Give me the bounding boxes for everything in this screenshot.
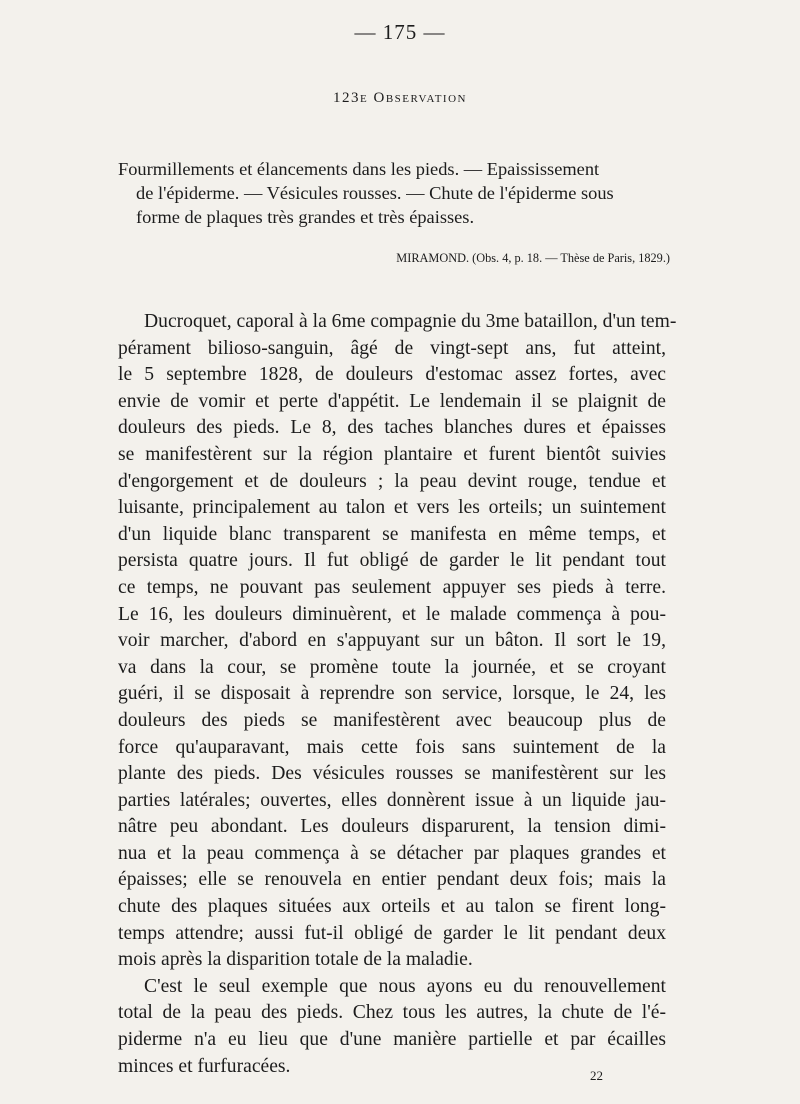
body-line: Le 16, les douleurs diminuèrent, et le malade commença à pou-: [118, 603, 666, 625]
source-citation: MIRAMOND. (Obs. 4, p. 18. — Thèse de Paris, 1829.): [396, 251, 670, 265]
body-line: envie de vomir et perte d'appétit. Le lendemain il se plaignit de: [118, 390, 666, 412]
body-line: guéri, il se disposait à reprendre son service, lorsque, le 24, les: [118, 683, 666, 705]
summary-line: Fourmillements et élancements dans les pieds. — Epaississement: [118, 159, 600, 179]
body-line: plante des pieds. Des vésicules rousses se manifestèrent sur les: [118, 763, 666, 785]
summary-line: forme de plaques très grandes et très épaisses.: [136, 207, 475, 227]
body-line: chute des plaques situées aux orteils et au talon se firent long-: [118, 896, 666, 918]
body-line: d'un liquide blanc transparent se manifesta en même temps, et: [118, 523, 666, 545]
body-line: force qu'auparavant, mais cette fois sans suintement de la: [118, 736, 666, 758]
body-line: d'engorgement et de douleurs ; la peau devint rouge, tendue et: [118, 470, 666, 492]
body-line: minces et furfuracées.: [118, 1055, 291, 1077]
body-line: nâtre peu abondant. Les douleurs disparurent, la tension dimi-: [118, 816, 666, 838]
body-line: pérament bilioso-sanguin, âgé de vingt-sept ans, fut atteint,: [118, 337, 666, 359]
body-line: Ducroquet, caporal à la 6me compagnie du 3me bataillon, d'un tem-: [144, 311, 677, 332]
body-line: parties latérales; ouvertes, elles donnèrent issue à un liquide jau-: [118, 789, 666, 811]
folio-signature: 22: [590, 1068, 603, 1083]
body-line: luisante, principalement au talon et vers les orteils; un suintement: [118, 497, 666, 519]
body-line: douleurs des pieds se manifestèrent avec beaucoup plus de: [118, 709, 666, 731]
body-line: douleurs des pieds. Le 8, des taches blanches dures et épaisses: [118, 417, 666, 439]
body-line: se manifestèrent sur la région plantaire et furent bientôt suivies: [118, 443, 666, 465]
body-line: temps attendre; aussi fut-il obligé de garder le lit pendant deux: [118, 922, 666, 944]
body-line: piderme n'a eu lieu que d'une manière partielle et par écailles: [118, 1029, 666, 1051]
body-line: nua et la peau commença à se détacher par plaques grandes et: [118, 842, 666, 864]
summary-line: de l'épiderme. — Vésicules rousses. — Chute de l'épiderme sous: [136, 183, 614, 203]
body-line: le 5 septembre 1828, de douleurs d'estomac assez fortes, avec: [118, 364, 666, 386]
body-line: ce temps, ne pouvant pas seulement appuyer ses pieds à terre.: [118, 576, 666, 598]
observation-body: [118, 309, 677, 1080]
body-line: C'est le seul exemple que nous ayons eu du renouvellement: [144, 975, 666, 997]
case-summary: [118, 157, 666, 229]
page-number: — 175 —: [354, 20, 446, 44]
observation-heading: 123e Observation: [333, 90, 467, 106]
body-line: total de la peau des pieds. Chez tous les autres, la chute de l'é-: [118, 1002, 666, 1024]
body-line: mois après la disparition totale de la maladie.: [118, 949, 473, 971]
body-line: va dans la cour, se promène toute la journée, et se croyant: [118, 656, 666, 678]
body-line: persista quatre jours. Il fut obligé de garder le lit pendant tout: [118, 550, 666, 572]
body-line: épaisses; elle se renouvela en entier pendant deux fois; mais la: [118, 869, 666, 891]
body-line: voir marcher, d'abord en s'appuyant sur un bâton. Il sort le 19,: [118, 630, 666, 652]
